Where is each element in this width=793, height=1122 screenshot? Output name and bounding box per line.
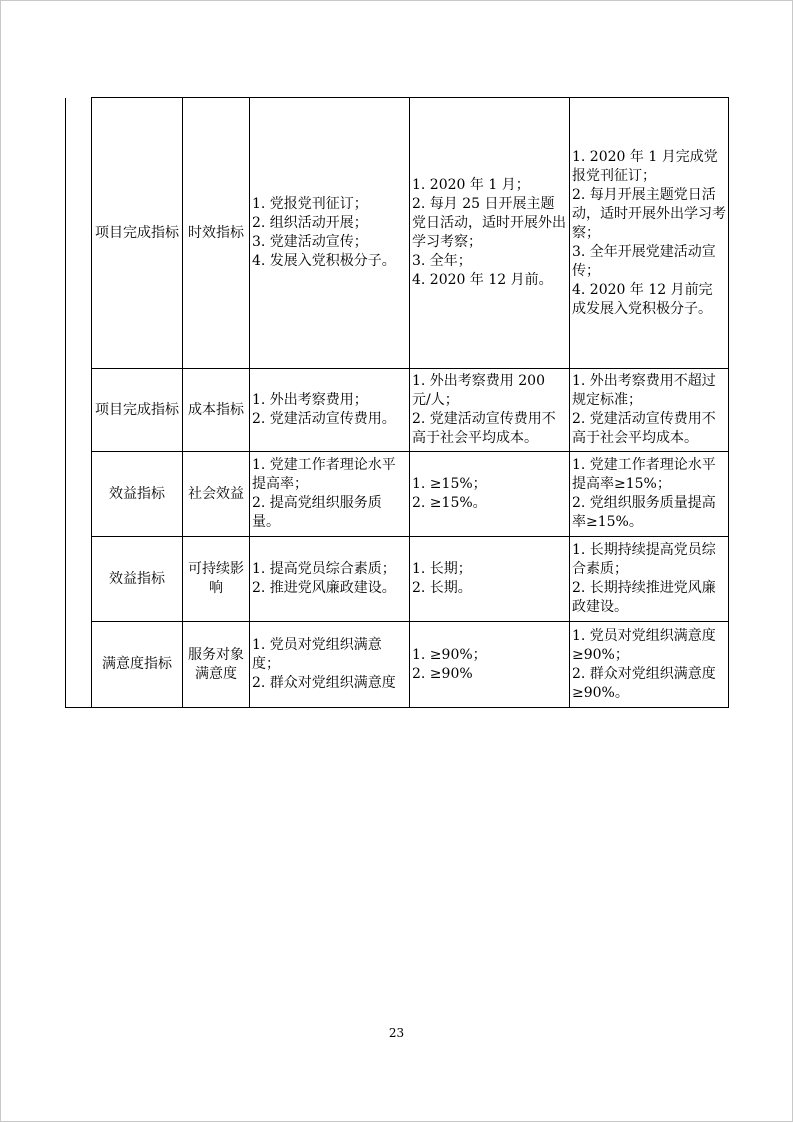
cell-line: 3. 全年； (412, 253, 472, 269)
cell-line: 3. 党建活动宣传； (252, 234, 368, 250)
cell-line: 2. 提高党组织服务质量。 (252, 495, 382, 530)
cell-line: 2. 长期持续推进党风廉政建设。 (572, 580, 716, 615)
indicator-standard (570, 622, 729, 708)
second-level-indicator: 效益指标 (92, 452, 183, 537)
third-level-indicator: 时效指标 (183, 98, 250, 369)
indicator-content (250, 98, 410, 369)
cell-line: 1. 党员对党组织满意度≥90%； (572, 627, 716, 663)
indicator-content (250, 622, 410, 708)
table-row (66, 369, 729, 452)
table-row (66, 622, 729, 708)
cell-line: 2. 每月开展主题党日活动，适时开展外出学习考察； (572, 186, 726, 241)
first-level-indicator-cell (66, 98, 92, 708)
cell-line: 2. 党建活动宣传费用。 (252, 411, 396, 427)
cell-line: 2. 每月 25 日开展主题党日活动，适时开展外出学习考察； (412, 196, 566, 250)
indicator-standard (570, 369, 729, 452)
cell-line: 2. 党建活动宣传费用不高于社会平均成本。 (572, 411, 716, 446)
cell-line: 4. 2020 年 12 月前完成发展入党积极分子。 (572, 281, 713, 317)
page-number: 23 (388, 1026, 405, 1040)
indicator-content (250, 452, 410, 537)
cell-line: 1. 党报党刊征订； (252, 196, 368, 212)
cell-line: 1. 外出考察费用； (252, 392, 368, 408)
indicator-target (410, 369, 570, 452)
indicator-content (250, 537, 410, 622)
second-level-indicator: 项目完成指标 (92, 98, 183, 369)
third-level-indicator: 服务对象满意度 (183, 622, 250, 708)
indicator-target (410, 622, 570, 708)
cell-line: 2. 党组织服务质量提高率≥15%。 (572, 495, 716, 530)
cell-line: 1. 党员对党组织满意度； (252, 637, 382, 672)
indicator-target (410, 537, 570, 622)
indicator-content (250, 369, 410, 452)
cell-line: 2. ≥15%。 (412, 495, 487, 511)
cell-line: 2. 群众对党组织满意度≥90%。 (572, 665, 716, 701)
cell-line: 2. 长期。 (412, 580, 472, 596)
cell-line: 1. ≥90%； (412, 646, 487, 663)
cell-line: 2. 推进党风廉政建设。 (252, 580, 396, 596)
cell-line: 1. ≥15%； (412, 476, 487, 492)
table-row (66, 452, 729, 537)
indicator-target (410, 98, 570, 369)
cell-line: 3. 全年开展党建活动宣传； (572, 243, 716, 279)
cell-line: 1. 党建工作者理论水平提高率≥15%； (572, 457, 716, 492)
second-level-indicator: 满意度指标 (92, 622, 183, 708)
indicator-standard (570, 452, 729, 537)
second-level-indicator: 项目完成指标 (92, 369, 183, 452)
cell-line: 1. 长期； (412, 561, 472, 577)
indicator-standard (570, 537, 729, 622)
cell-line: 1. 提高党员综合素质； (252, 561, 396, 577)
third-level-indicator: 成本指标 (183, 369, 250, 452)
table-row (66, 537, 729, 622)
cell-line: 2. 组织活动开展； (252, 215, 368, 231)
cell-line: 1. 党建工作者理论水平提高率； (252, 457, 396, 492)
cell-line: 1. 外出考察费用不超过规定标准； (572, 373, 716, 408)
cell-line: 4. 2020 年 12 月前。 (412, 272, 553, 288)
third-level-indicator: 社会效益 (183, 452, 250, 537)
cell-line: 1. 2020 年 1 月； (412, 177, 530, 193)
cell-line: 4. 发展入党积极分子。 (252, 253, 396, 269)
cell-line: 1. 2020 年 1 月完成党报党刊征订； (572, 148, 718, 184)
second-level-indicator: 效益指标 (92, 537, 183, 622)
indicator-target (410, 452, 570, 537)
cell-line: 2. 群众对党组织满意度 (252, 675, 396, 691)
third-level-indicator: 可持续影响 (183, 537, 250, 622)
indicator-standard (570, 98, 729, 369)
cell-line: 2. 党建活动宣传费用不高于社会平均成本。 (412, 411, 556, 446)
table-row (66, 98, 729, 369)
cell-line: 2. ≥90% (412, 665, 473, 682)
cell-line: 1. 长期持续提高党员综合素质； (572, 542, 716, 577)
cell-line: 1. 外出考察费用 200 元/人； (412, 373, 545, 408)
performance-indicator-table (65, 97, 729, 708)
